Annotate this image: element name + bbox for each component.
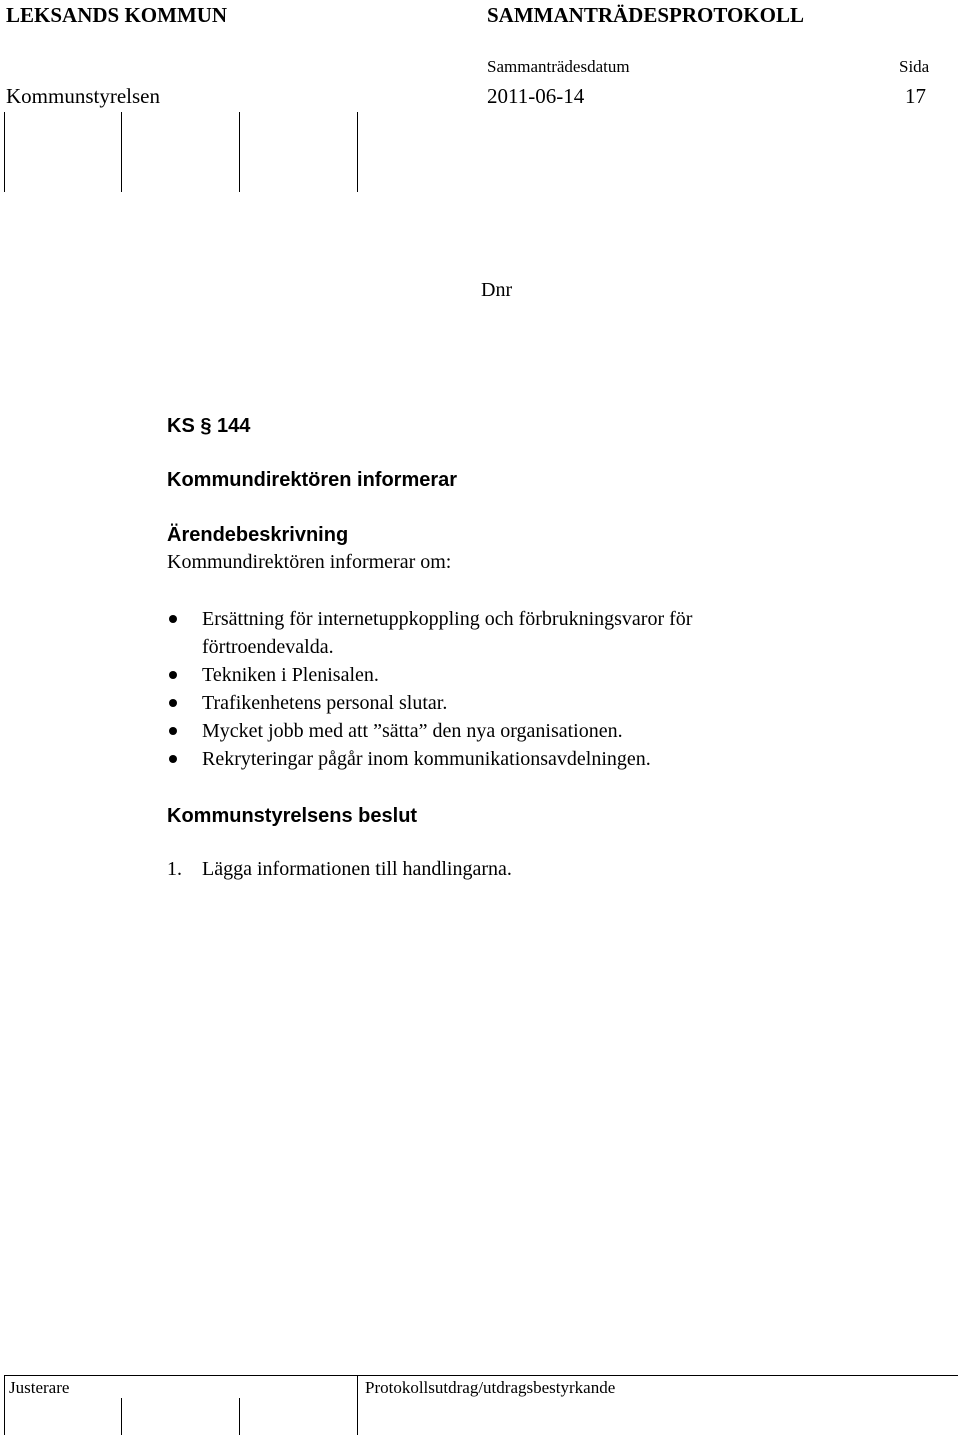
page-number: 17 [905, 84, 926, 108]
decision-text: Lägga informationen till handlingarna. [202, 858, 512, 880]
date-label: Sammanträdesdatum [487, 57, 630, 76]
extract-label: Protokollsutdrag/utdragsbestyrkande [365, 1378, 616, 1397]
footer-box-divider [239, 1398, 240, 1435]
list-item [167, 717, 807, 745]
list-item-text: Trafikenhetens personal slutar. [202, 692, 448, 714]
justerare-label: Justerare [9, 1378, 70, 1397]
section-title: Kommundirektören informerar [167, 469, 458, 491]
bullet-icon [169, 755, 177, 763]
footer-box-divider [121, 1398, 122, 1435]
list-item-text: Ersättning för internetuppkoppling och förbrukningsvaror för förtroendevalda. [202, 608, 693, 658]
signature-box-divider [357, 112, 358, 192]
list-item-text: Tekniken i Plenisalen. [202, 664, 379, 686]
organization-name: LEKSANDS KOMMUN [6, 3, 228, 27]
list-item [167, 689, 807, 717]
bullet-icon [169, 699, 177, 707]
paragraph-number: KS § 144 [167, 415, 251, 437]
information-list [167, 605, 807, 773]
footer-box-divider [4, 1375, 5, 1435]
footer-rule [4, 1375, 958, 1376]
description-intro: Kommundirektören informerar om: [167, 551, 452, 573]
footer-box-divider [357, 1375, 358, 1435]
meeting-date: 2011-06-14 [487, 84, 585, 108]
body-name: Kommunstyrelsen [6, 84, 160, 108]
list-item [167, 745, 807, 773]
decision-heading: Kommunstyrelsens beslut [167, 805, 418, 827]
bullet-icon [169, 671, 177, 679]
document-type: SAMMANTRÄDESPROTOKOLL [487, 3, 804, 27]
signature-box-divider [121, 112, 122, 192]
dnr-label: Dnr [481, 279, 513, 301]
list-item-text: Mycket jobb med att ”sätta” den nya organisationen. [202, 720, 623, 742]
list-item [167, 605, 807, 661]
page-label: Sida [899, 57, 930, 76]
signature-box-divider [239, 112, 240, 192]
list-item [167, 661, 807, 689]
description-heading: Ärendebeskrivning [167, 524, 349, 546]
bullet-icon [169, 727, 177, 735]
decision-number: 1. [167, 858, 182, 880]
list-item-text: Rekryteringar pågår inom kommunikationsavdelningen. [202, 748, 651, 770]
bullet-icon [169, 615, 177, 623]
signature-box-divider [4, 112, 5, 192]
